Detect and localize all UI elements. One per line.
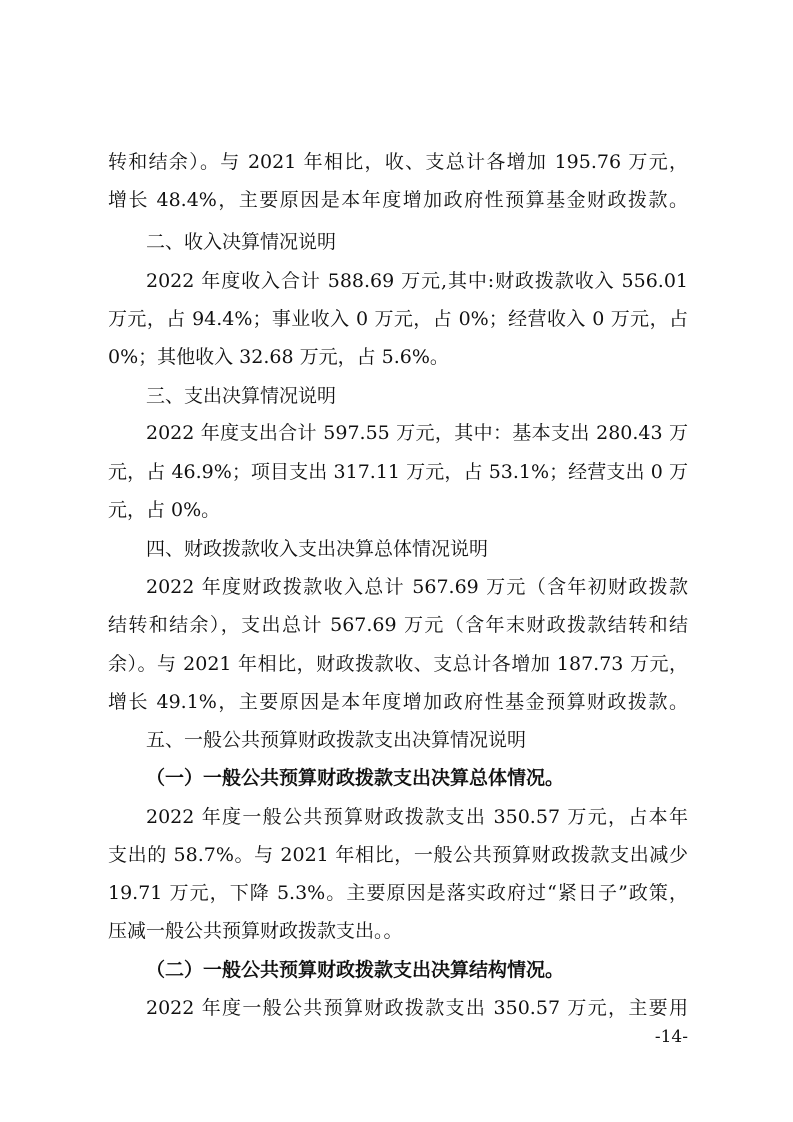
paragraph-line: 增长 49.1%，主要原因是本年度增加政府性基金预算财政拨款。 [108,691,688,713]
paragraph-line: 2022 年度支出合计 597.55 万元，其中：基本支出 280.43 万 [146,422,688,444]
subsection-heading-structure: （二）一般公共预算财政拨款支出决算结构情况。 [146,959,565,981]
paragraph-line: 2022 年度财政拨款收入总计 567.69 万元（含年初财政拨款 [146,576,688,598]
paragraph-line: 元，占 0%。 [108,499,221,521]
section-heading-fiscal-allocation: 四、财政拨款收入支出决算总体情况说明 [146,538,489,560]
subsection-heading-overall: （一）一般公共预算财政拨款支出决算总体情况。 [146,767,565,789]
paragraph-line: 万元，占 94.4%；事业收入 0 万元，占 0%；经营收入 0 万元，占 [108,308,688,330]
paragraph-line: 压减一般公共预算财政拨款支出。。 [108,920,403,942]
page-number: -14- [654,1027,688,1047]
paragraph-line: 支出的 58.7%。与 2021 年相比，一般公共预算财政拨款支出减少 [108,844,688,866]
paragraph-line: 19.71 万元，下降 5.3%。主要原因是落实政府过“紧日子”政策， [108,882,688,904]
paragraph-line: 2022 年度收入合计 588.69 万元,其中:财政拨款收入 556.01 [146,270,688,292]
paragraph-line: 余）。与 2021 年相比，财政拨款收、支总计各增加 187.73 万元， [108,653,688,675]
paragraph-line: 增长 48.4%，主要原因是本年度增加政府性预算基金财政拨款。 [108,189,688,211]
paragraph-line: 0%；其他收入 32.68 万元，占 5.6%。 [108,346,449,368]
paragraph-line: 2022 年度一般公共预算财政拨款支出 350.57 万元，主要用 [146,997,688,1019]
paragraph-line: 转和结余）。与 2021 年相比，收、支总计各增加 195.76 万元， [108,151,688,173]
paragraph-line: 结转和结余），支出总计 567.69 万元（含年末财政拨款结转和结 [108,614,688,636]
section-heading-general-budget: 五、一般公共预算财政拨款支出决算情况说明 [146,729,527,751]
paragraph-line: 2022 年度一般公共预算财政拨款支出 350.57 万元，占本年 [146,806,688,828]
paragraph-line: 元，占 46.9%；项目支出 317.11 万元，占 53.1%；经营支出 0 万 [108,461,688,483]
section-heading-expenditure: 三、支出决算情况说明 [146,385,337,407]
section-heading-income: 二、收入决算情况说明 [146,231,337,253]
